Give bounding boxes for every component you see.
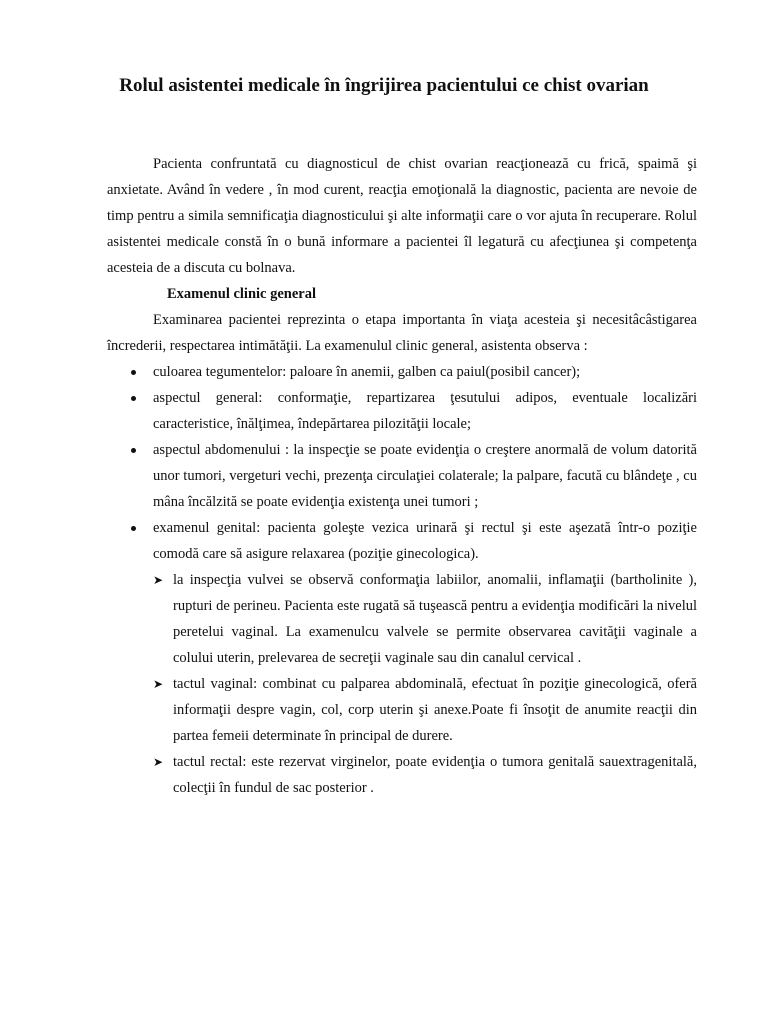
list-item bbox=[107, 437, 697, 515]
sub-list-item-text: tactul vaginal: combinat cu palparea abdominală, efectuat în poziţie ginecologică, oferă informaţii despre vagin, col, corp uterin şi anexe.Poate fi însoţit de anumite reacţii din partea femeii determinate în principal de durere. bbox=[173, 676, 697, 744]
filled-circle-bullet-icon bbox=[131, 526, 136, 531]
list-item bbox=[107, 359, 697, 385]
document-body bbox=[107, 151, 697, 801]
sub-bullet-list bbox=[107, 567, 697, 801]
arrowhead-bullet-icon: ➤ bbox=[153, 573, 164, 587]
filled-circle-bullet-icon bbox=[131, 396, 136, 401]
sub-list-item bbox=[107, 567, 697, 671]
intro-paragraph: Pacienta confruntată cu diagnosticul de chist ovarian reacţionează cu frică, spaimă şi anxietate. Având în vedere , în mod curent, reacţia emoţională la diagnostic, pacienta are nevoie de timp pentru a simila semnificaţia diagnosticului şi alte informaţii care o vor ajuta în recuperare. Rolul asistentei medicale constă în o bună informare a pacientei îl legatură cu afecţiunea şi competenţa acesteia de a discuta cu bolnava. bbox=[107, 156, 697, 276]
list-item-text: aspectul abdomenului : la inspecţie se poate evidenţia o creştere anormală de volum datorită unor tumori, vergeturi vechi, prezenţa circulaţiei colaterale; la palpare, facută cu blândeţe , cu mâna încălzită se poate evidenţia existenţa unei tumori ; bbox=[153, 442, 697, 510]
bullet-list bbox=[107, 359, 697, 567]
sub-list-item bbox=[107, 671, 697, 749]
arrowhead-bullet-icon: ➤ bbox=[153, 677, 164, 691]
list-item-text: culoarea tegumentelor: paloare în anemii, galben ca paiul(posibil cancer); bbox=[153, 364, 581, 380]
section-intro-paragraph: Examinarea pacientei reprezinta o etapa importanta în viaţa acesteia şi necesitâcâstigarea încrederii, respectarea intimătăţii. La examenulul clinic general, asistenta observa : bbox=[107, 312, 697, 354]
arrowhead-bullet-icon: ➤ bbox=[153, 755, 164, 769]
list-item bbox=[107, 515, 697, 567]
list-item-text: aspectul general: conformaţie, repartizarea ţesutului adipos, eventuale localizări caracteristice, înălţimea, îndepărtarea pilozităţii locale; bbox=[153, 390, 697, 432]
filled-circle-bullet-icon bbox=[131, 448, 136, 453]
list-item bbox=[107, 385, 697, 437]
filled-circle-bullet-icon bbox=[131, 370, 136, 375]
section-heading: Examenul clinic general bbox=[167, 286, 317, 302]
sub-list-item bbox=[107, 749, 697, 801]
list-item-text: examenul genital: pacienta goleşte vezica urinară şi rectul şi este aşezată într-o poziţie comodă care să asigure relaxarea (poziţie ginecologica). bbox=[153, 520, 697, 562]
document-title: Rolul asistentei medicale în îngrijirea pacientului ce chist ovarian bbox=[119, 75, 649, 96]
sub-list-item-text: la inspecţia vulvei se observă conformaţia labiilor, anomalii, inflamaţii (bartholinite ), rupturi de perineu. Pacienta este rugată să tuşească pentru a evidenţia modificări la nivelul peretelui vaginal. La examenulcu valvele se permite observarea cavităţii vaginale a colului uterin, prelevarea de secreţii vaginale sau din canalul cervical . bbox=[173, 572, 697, 666]
sub-list-item-text: tactul rectal: este rezervat virginelor, poate evidenţia o tumora genitală sauextragenitală, colecţii în fundul de sac posterior . bbox=[173, 754, 697, 796]
